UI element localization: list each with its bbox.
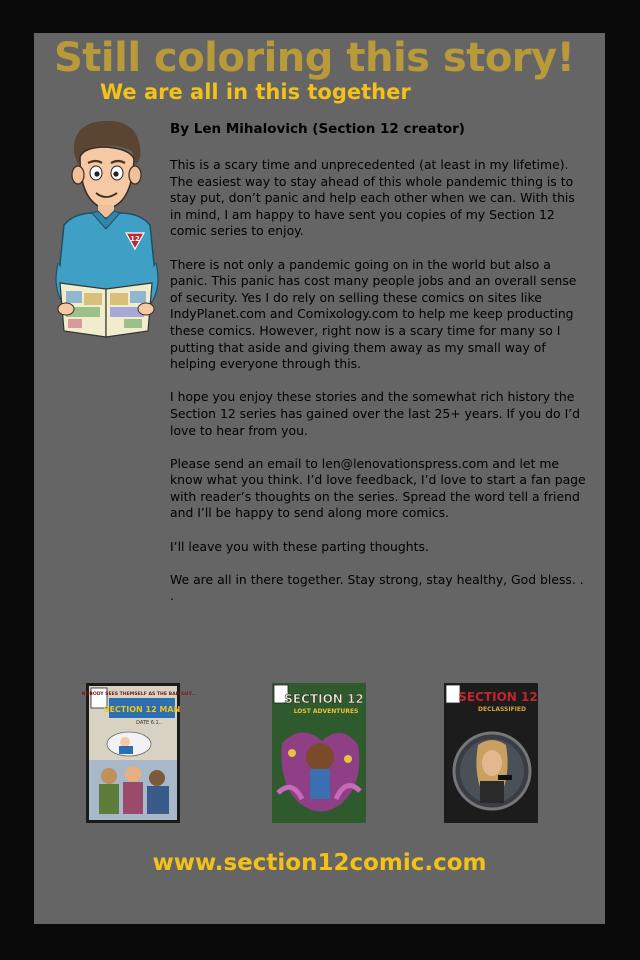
letter-body: [170, 157, 590, 622]
comic-cover-3-icon: [444, 683, 538, 823]
cover-1-title: SECTION 12 MAN: [103, 705, 181, 714]
cover-2-subtitle: LOST ADVENTURES: [293, 708, 359, 715]
artist-illustration: [44, 113, 168, 348]
badge-number: 12: [130, 235, 140, 243]
cover-2-title: SECTION 12: [284, 692, 364, 706]
website-link[interactable]: www.section12comic.com: [152, 850, 487, 876]
paragraph: This is a scary time and unprecedented (at least in my lifetime). The easiest way to stay ahead of this whole pandemic thing is to stay put, don’t panic and help each other when we can. With this in mind, I am happy to have sent you copies of my Section 12 comic series to enjoy.: [170, 157, 575, 239]
cover-3-title: SECTION 12: [458, 690, 538, 704]
paragraph: I’ll leave you with these parting thoughts.: [170, 538, 429, 554]
comic-cover-1[interactable]: [81, 683, 197, 823]
content-panel: [34, 33, 605, 924]
artist-holding-comic-icon: [44, 113, 168, 348]
comic-cover-3[interactable]: [444, 683, 538, 823]
paragraph: We are all in there together. Stay strong, stay healthy, God bless. . .: [170, 571, 584, 604]
page-title: Still coloring this story!: [54, 35, 575, 81]
paragraph: I hope you enjoy these stories and the somewhat rich history the Section 12 series has gained over the last 25+ years. If you do I’d love to hear from you.: [170, 389, 581, 438]
comic-cover-1-icon: [81, 686, 197, 820]
cover-1-subtitle: DATE 6.1..: [136, 720, 162, 726]
cover-1-tagline: NOBODY SEES THEMSELF AS THE BAD GUY...: [81, 692, 197, 697]
cover-3-subtitle: DECLASSIFIED: [478, 706, 526, 713]
comic-cover-2-icon: [272, 683, 366, 823]
author-byline: By Len Mihalovich (Section 12 creator): [170, 121, 465, 137]
paragraph: There is not only a pandemic going on in the world but also a panic. This panic has cost many people jobs and an overall sense of security. Yes I do rely on selling these comics on sites like IndyPlanet.com and Comixology.com to help me keep producting these comics. However, right now is a scary time for many so I putting that aside and giving them away as my small way of helping everyone through this.: [170, 256, 577, 372]
page-subtitle: We are all in this together: [100, 80, 411, 104]
paragraph: Please send an email to len@lenovationspress.com and let me know what you think. I’d love feedback, I’d love to start a fan page with reader’s thoughts on the series. Spread the word tell a friend and I’ll be happy to send along more comics.: [170, 455, 586, 521]
comic-cover-2[interactable]: [272, 683, 366, 823]
